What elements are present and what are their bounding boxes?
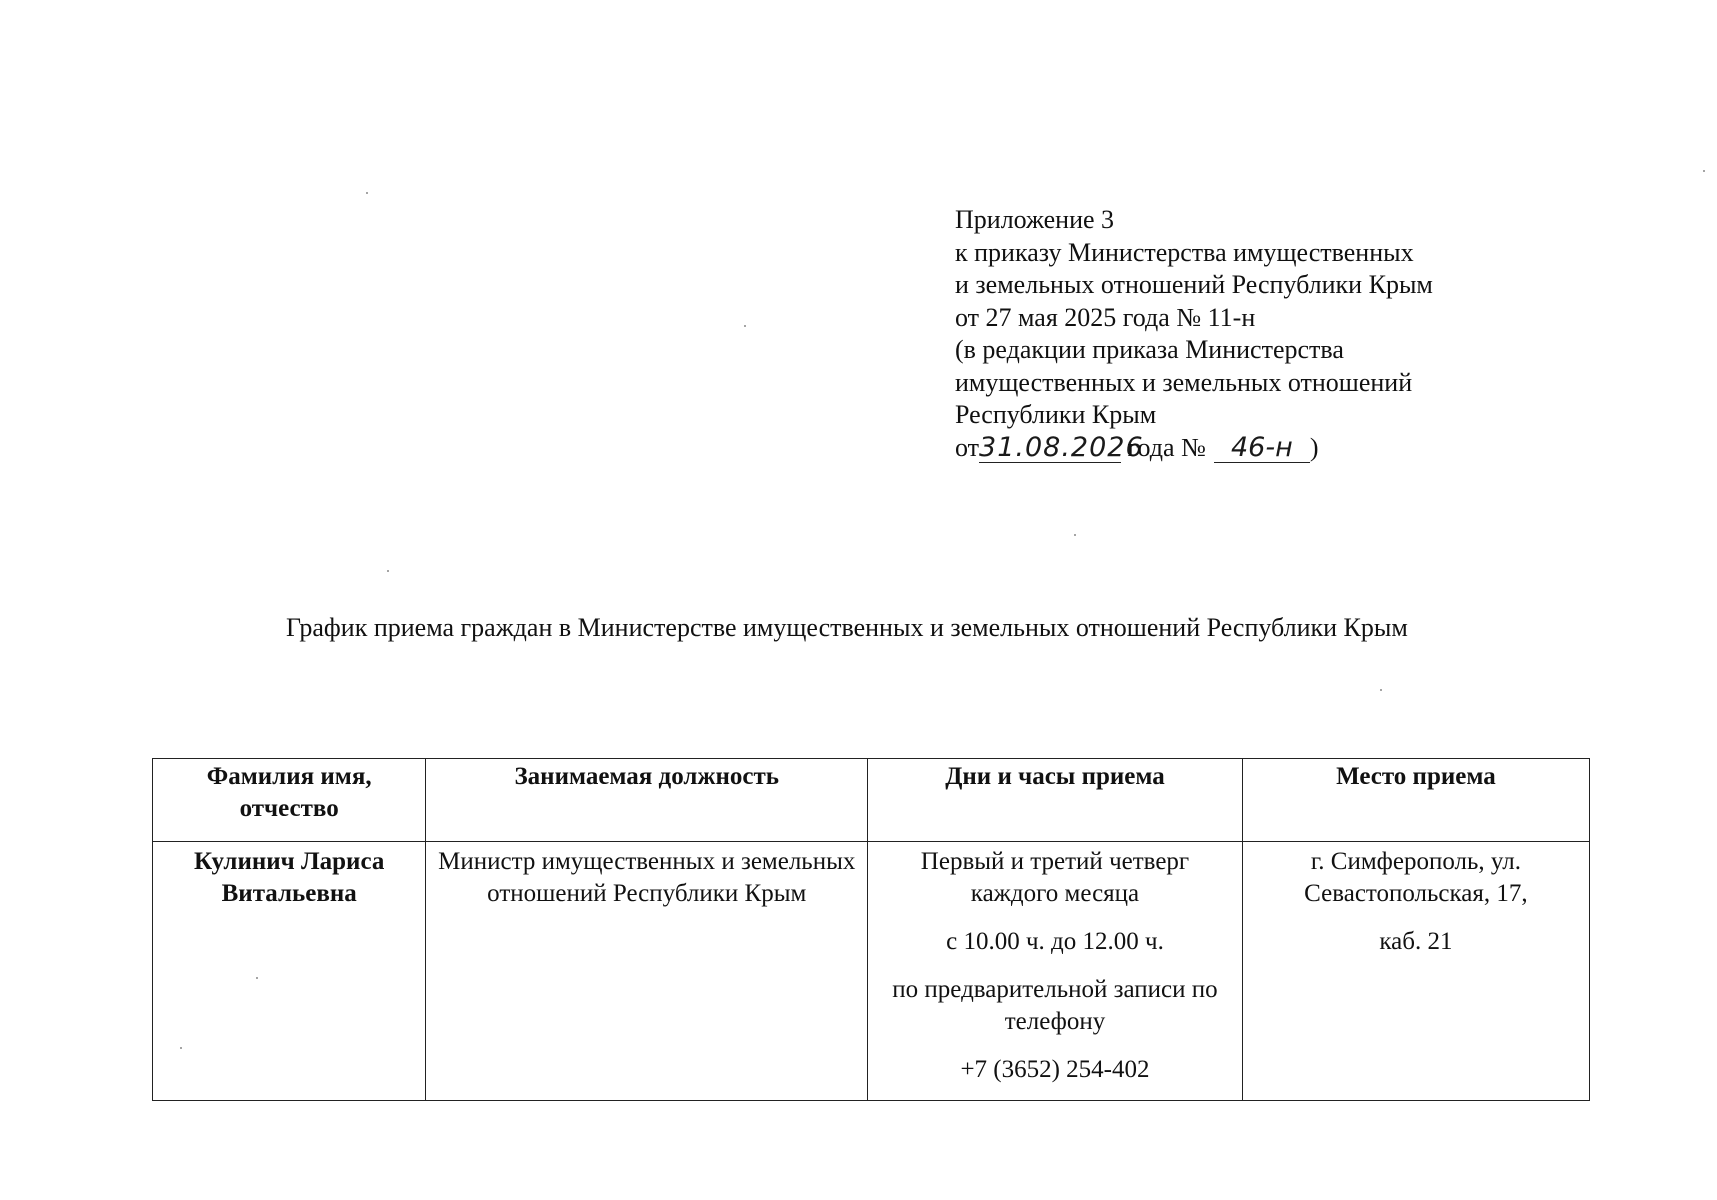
handwritten-date: 31.08.2026 (979, 431, 1144, 463)
header-full-name: Фамилия имя, отчество (153, 759, 426, 842)
header-position: Занимаемая должность (426, 759, 868, 842)
header-schedule: Дни и часы приема (868, 759, 1243, 842)
scan-speck (744, 325, 746, 327)
annex-line-7: Республики Крым (955, 400, 1157, 429)
annex-line-1: Приложение 3 (955, 205, 1115, 234)
schedule-days: Первый и третий четверг каждого месяца (920, 848, 1190, 907)
table-header-row (153, 759, 1590, 842)
scan-speck (180, 1047, 182, 1049)
cell-position: Министр имущественных и земельных отношений Республики Крым (426, 842, 868, 1101)
annex-line-4: от 27 мая 2025 года № 11-н (955, 302, 1256, 332)
scan-speck (1074, 534, 1076, 536)
annex-line-2: к приказу Министерства имущественных (955, 237, 1414, 267)
scan-speck (366, 192, 368, 194)
schedule-hours: с 10.00 ч. до 12.00 ч. (946, 928, 1164, 955)
annex-number-label: года № (1127, 432, 1206, 462)
place-address: г. Симферополь, ул. Севастопольская, 17, (1304, 848, 1528, 907)
annex-line-3: и земельных отношений Республики Крым (955, 270, 1433, 299)
annex-closing-paren: ) (1309, 432, 1319, 462)
cell-schedule (868, 842, 1243, 1101)
annex-line-5: (в редакции приказа Министерства (955, 335, 1344, 364)
annex-header (955, 204, 1433, 464)
scan-speck (1380, 689, 1382, 691)
schedule-phone: +7 (3652) 254-402 (960, 1056, 1150, 1083)
cell-place (1242, 842, 1589, 1101)
scan-speck (1703, 170, 1705, 172)
scan-speck (256, 977, 258, 979)
place-office: каб. 21 (1379, 928, 1453, 955)
cell-full-name: Кулинич Лариса Витальевна (153, 842, 426, 1101)
reception-schedule-table (152, 758, 1590, 1101)
annex-date-prefix: от (955, 432, 980, 462)
handwritten-number: 46-н (1214, 434, 1310, 463)
table-row (153, 842, 1590, 1101)
document-title: График приема граждан в Министерстве имущественных и земельных отношений Республики Крым (286, 613, 1408, 642)
annex-line-6: имущественных и земельных отношений (955, 367, 1413, 397)
scan-speck (387, 570, 389, 572)
schedule-booking: по предварительной записи по телефону (892, 976, 1218, 1035)
header-place: Место приема (1242, 759, 1589, 842)
annex-line-8 (955, 432, 1433, 465)
